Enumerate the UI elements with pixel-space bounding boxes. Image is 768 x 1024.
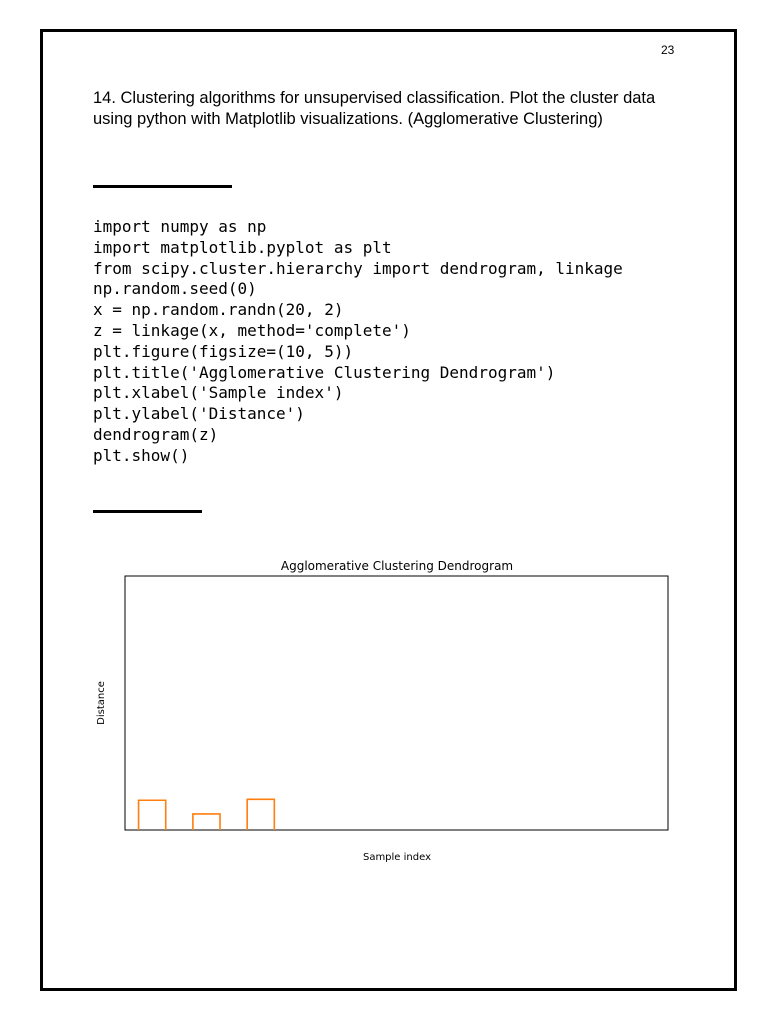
dendrogram-link bbox=[247, 799, 274, 830]
code-line: plt.figure(figsize=(10, 5)) bbox=[93, 341, 354, 361]
y-axis-label: Distance bbox=[96, 681, 107, 725]
dendrogram-link bbox=[139, 800, 166, 830]
code-line: np.random.seed(0) bbox=[93, 279, 257, 299]
code-line: plt.title('Agglomerative Clustering Dendrogram') bbox=[93, 362, 556, 382]
dendrogram-link bbox=[193, 814, 220, 830]
heading-line-1: 14. Clustering algorithms for unsupervised classification. Plot the cluster data bbox=[93, 89, 656, 107]
code-line: plt.show() bbox=[93, 445, 190, 465]
code-block bbox=[93, 217, 623, 467]
page-number: 23 bbox=[661, 43, 675, 57]
dendrogram-links bbox=[139, 799, 275, 830]
chart-title: Agglomerative Clustering Dendrogram bbox=[280, 559, 514, 573]
plot-area bbox=[125, 576, 668, 830]
code-line: import matplotlib.pyplot as plt bbox=[93, 237, 392, 257]
code-line: x = np.random.randn(20, 2) bbox=[93, 300, 344, 320]
code-line: from scipy.cluster.hierarchy import dendrogram, linkage bbox=[93, 258, 623, 278]
heading-line-2: using python with Matplotlib visualizations. (Agglomerative Clustering) bbox=[93, 110, 603, 128]
dendrogram-chart bbox=[90, 552, 680, 872]
code-line: plt.xlabel('Sample index') bbox=[93, 383, 344, 403]
blank-line-1 bbox=[93, 185, 232, 188]
code-line: import numpy as np bbox=[93, 217, 267, 236]
blank-line-2 bbox=[93, 510, 202, 513]
code-line: dendrogram(z) bbox=[93, 424, 219, 444]
question-heading bbox=[93, 88, 693, 130]
code-line: plt.ylabel('Distance') bbox=[93, 404, 305, 424]
code-line: z = linkage(x, method='complete') bbox=[93, 320, 411, 340]
x-axis-label: Sample index bbox=[362, 852, 432, 863]
